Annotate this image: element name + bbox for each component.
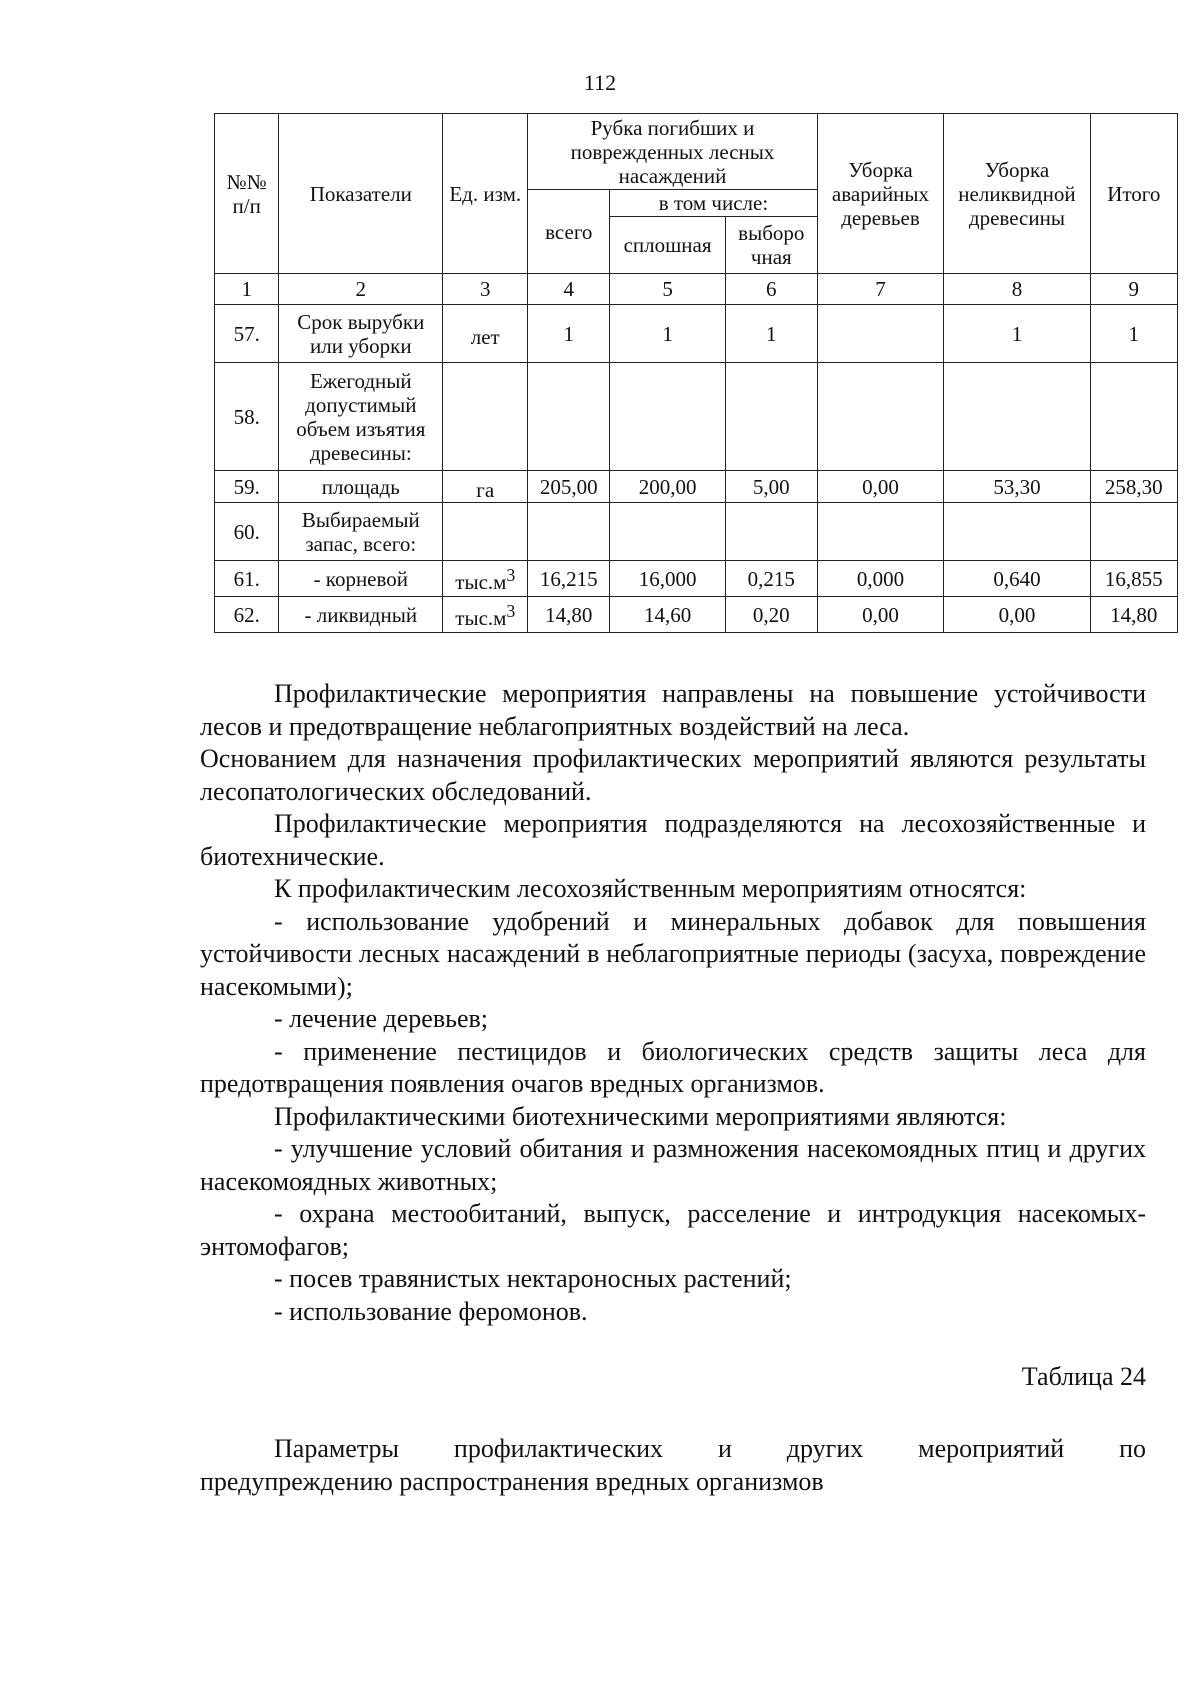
cell-sum: 14,80 [1090,597,1177,633]
unit-sup: 3 [506,565,516,585]
col-number: 2 [279,274,443,305]
header-clear: сплошная [610,217,726,274]
cell-illiquid: 0,00 [944,597,1090,633]
cell-emergency [817,305,944,363]
cell-clear: 14,60 [610,597,726,633]
column-number-row [215,274,1178,305]
body-text [200,678,1146,1328]
col-number: 4 [528,274,610,305]
header-incl: в том числе: [610,190,817,217]
row-name: Срок вырубки или уборки [279,305,443,363]
cell-sum [1090,503,1177,561]
cell-sum [1090,363,1177,471]
cell-clear: 16,000 [610,561,726,597]
cell-clear [610,363,726,471]
cell-selective: 0,20 [725,597,817,633]
cell-sum: 258,30 [1090,471,1177,503]
col-number: 1 [215,274,279,305]
unit-text: лет [470,325,500,349]
cell-total: 1 [528,305,610,363]
paragraph: Профилактические мероприятия направлены на повышение устойчивости лесов и предотвращение неблагоприятных воздействий на леса. [200,679,1146,741]
title-line-1: Параметры профилактических и других мероприятий по [274,1434,1146,1463]
row-unit [443,305,528,363]
cell-selective [725,503,817,561]
cell-total: 205,00 [528,471,610,503]
header-num: №№ п/п [215,114,279,274]
col-number: 8 [944,274,1090,305]
table-header-row [215,114,1178,190]
cell-emergency [817,363,944,471]
col-number: 6 [725,274,817,305]
cell-sum: 16,855 [1090,561,1177,597]
paragraph: Профилактические мероприятия подразделяются на лесохозяйственные и биотехнические. [200,809,1146,871]
row-num: 59. [215,471,279,503]
table-title [200,1433,1146,1498]
row-unit [443,471,528,503]
felling-table [214,113,1178,633]
paragraph: Профилактическими биотехническими мероприятиями являются: [274,1101,1007,1131]
row-num: 62. [215,597,279,633]
header-total: Итого [1090,114,1177,274]
page-number: 112 [583,70,617,95]
header-felling-group: Рубка погибших и поврежденных лесных насаждений [528,114,817,190]
cell-illiquid: 53,30 [944,471,1090,503]
row-num: 57. [215,305,279,363]
paragraph: - применение пестицидов и биологических средств защиты леса для предотвращения появления очагов вредных организмов. [200,1036,1146,1098]
unit-text: га [476,478,495,502]
cell-total [528,363,610,471]
table-row [215,363,1178,471]
row-name: - ликвидный [279,597,443,633]
table-caption: Таблица 24 [1021,1362,1146,1391]
cell-emergency: 0,00 [817,597,944,633]
row-num: 58. [215,363,279,471]
paragraph: - лечение деревьев; [274,1004,488,1033]
cell-clear: 1 [610,305,726,363]
col-number: 5 [610,274,726,305]
table-row [215,471,1178,503]
row-name: - корневой [279,561,443,597]
cell-selective: 0,215 [725,561,817,597]
cell-emergency [817,503,944,561]
cell-illiquid [944,503,1090,561]
header-illiquid: Уборка неликвидной древесины [944,114,1090,274]
unit-sup: 3 [506,601,516,621]
row-name: Ежегодный допустимый объем изъятия древесины: [279,363,443,471]
table-row [215,305,1178,363]
paragraph: К профилактическим лесохозяйственным мероприятиям относятся: [274,874,1027,903]
paragraph: - использование удобрений и минеральных добавок для повышения устойчивости лесных насаждений в неблагоприятные периоды (засуха, повреждение насекомыми); [200,906,1146,1001]
table-row [215,503,1178,561]
row-num: 60. [215,503,279,561]
cell-total [528,503,610,561]
table-row [215,561,1178,597]
row-unit [443,363,528,471]
paragraph: - использование феромонов. [274,1296,588,1326]
cell-clear: 200,00 [610,471,726,503]
cell-emergency: 0,00 [817,471,944,503]
cell-selective [725,363,817,471]
title-line-2: предупреждению распространения вредных организмов [200,1466,824,1496]
paragraph: - улучшение условий обитания и размножения насекомоядных птиц и других насекомоядных животных; [200,1134,1146,1196]
row-unit [443,561,528,597]
cell-clear [610,503,726,561]
cell-total: 14,80 [528,597,610,633]
row-unit [443,503,528,561]
row-unit [443,597,528,633]
col-number: 3 [443,274,528,305]
cell-total: 16,215 [528,561,610,597]
row-num: 61. [215,561,279,597]
cell-emergency: 0,000 [817,561,944,597]
cell-sum: 1 [1090,305,1177,363]
paragraph: Основанием для назначения профилактических мероприятий являются результаты лесопатологических обследований. [200,744,1146,806]
header-indicator: Показатели [279,114,443,274]
col-number: 9 [1090,274,1177,305]
header-selective: выборо чная [725,217,817,274]
header-emergency: Уборка аварийных деревьев [817,114,944,274]
unit-text: тыс.м [455,570,507,594]
cell-selective: 5,00 [725,471,817,503]
paragraph: - посев травянистых нектароносных растений; [274,1264,792,1293]
row-name: Выбираемый запас, всего: [279,503,443,561]
cell-illiquid: 1 [944,305,1090,363]
table-row [215,597,1178,633]
cell-illiquid: 0,640 [944,561,1090,597]
cell-illiquid [944,363,1090,471]
paragraph: - охрана местообитаний, выпуск, расселение и интродукция насекомых-энтомофагов; [200,1199,1146,1261]
header-unit: Ед. изм. [443,114,528,274]
cell-selective: 1 [725,305,817,363]
col-number: 7 [817,274,944,305]
header-total-sub: всего [528,190,610,274]
unit-text: тыс.м [455,606,507,630]
row-name: площадь [279,471,443,503]
